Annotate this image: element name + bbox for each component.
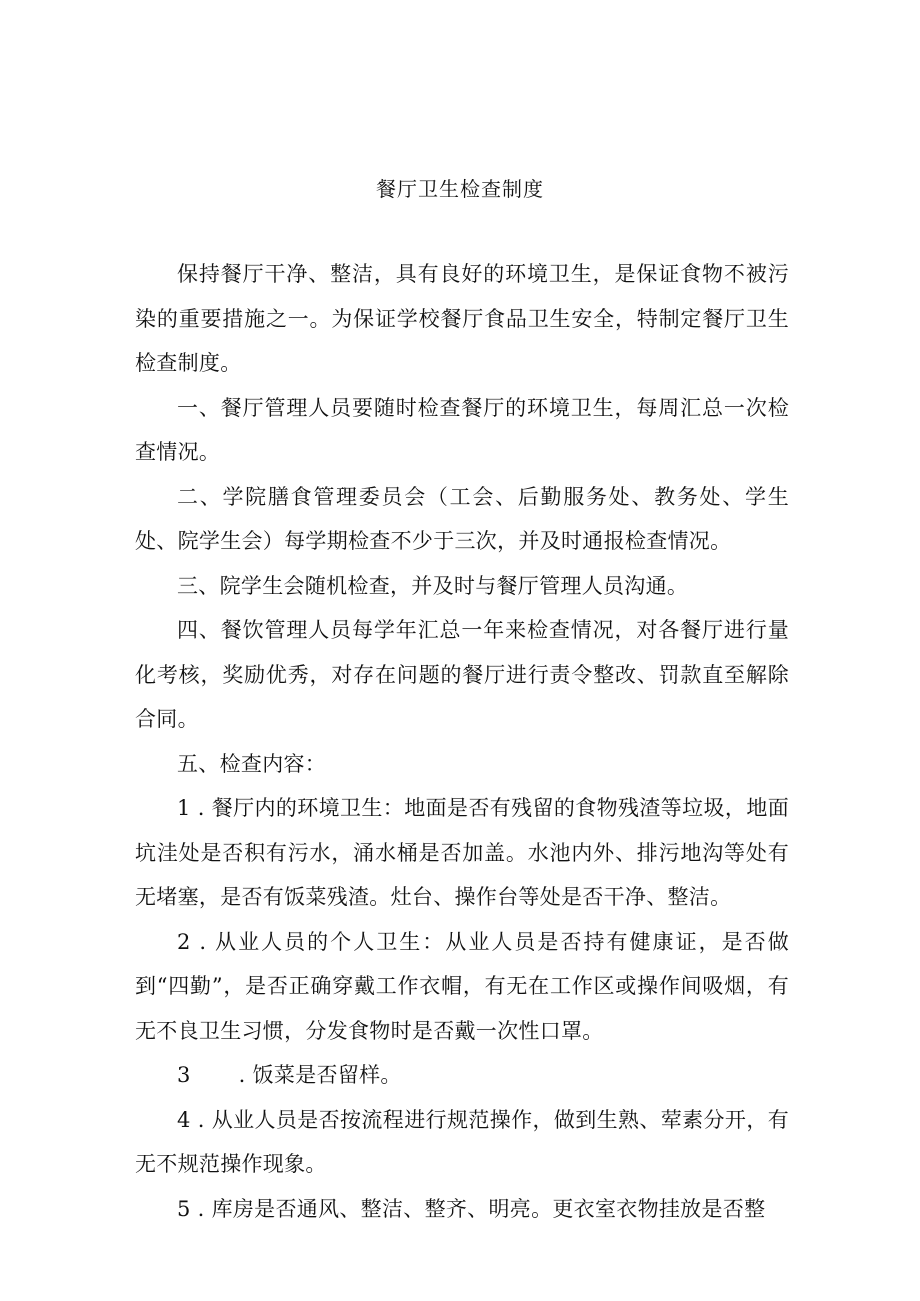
document-title: 餐厅卫生检查制度 [376,177,544,201]
check-item-3-number: 3 [177,1063,191,1087]
check-item-5: 5 . 库房是否通风、整洁、整齐、明亮。更衣室衣物挂放是否整 [177,1196,766,1221]
check-item-4: 4 . 从业人员是否按流程进行规范操作，做到生熟、荤素分开，有无不规范操作现象。 [135,1107,789,1176]
check-item-1: 1 . 餐厅内的环境卫生：地面是否有残留的食物残渣等垃圾，地面坑洼处是否积有污水，涌水桶是否加盖。水池内外、排污地沟等处有无堵塞，是否有饭菜残渣。灶台、操作台等处是否干净、整洁。 [135,796,789,909]
rule-5-heading: 五、检查内容： [177,751,327,776]
rule-3-paragraph: 三、院学生会随机检查，并及时与餐厅管理人员沟通。 [177,573,689,598]
rule-4-paragraph: 四、餐饮管理人员每学年汇总一年来检查情况，对各餐厅进行量化考核，奖励优秀，对存在问题的餐厅进行责令整改、罚款直至解除合同。 [135,618,789,731]
intro-paragraph: 保持餐厅干净、整洁，具有良好的环境卫生，是保证食物不被污染的重要措施之一。为保证学校餐厅食品卫生安全，特制定餐厅卫生检查制度。 [135,262,789,375]
rule-2-paragraph: 二、学院膳食管理委员会（工会、后勤服务处、教务处、学生处、院学生会）每学期检查不少于三次，并及时通报检查情况。 [135,484,789,553]
check-item-2: 2 . 从业人员的个人卫生：从业人员是否持有健康证，是否做到“四勤”，是否正确穿戴工作衣帽，有无在工作区或操作间吸烟，有无不良卫生习惯，分发食物时是否戴一次性口罩。 [135,929,789,1043]
document-body [135,252,789,1231]
rule-1-paragraph: 一、餐厅管理人员要随时检查餐厅的环境卫生，每周汇总一次检查情况。 [135,395,789,464]
check-item-3 [135,1053,789,1098]
check-item-3-text: . 饭菜是否留样。 [238,1063,402,1087]
